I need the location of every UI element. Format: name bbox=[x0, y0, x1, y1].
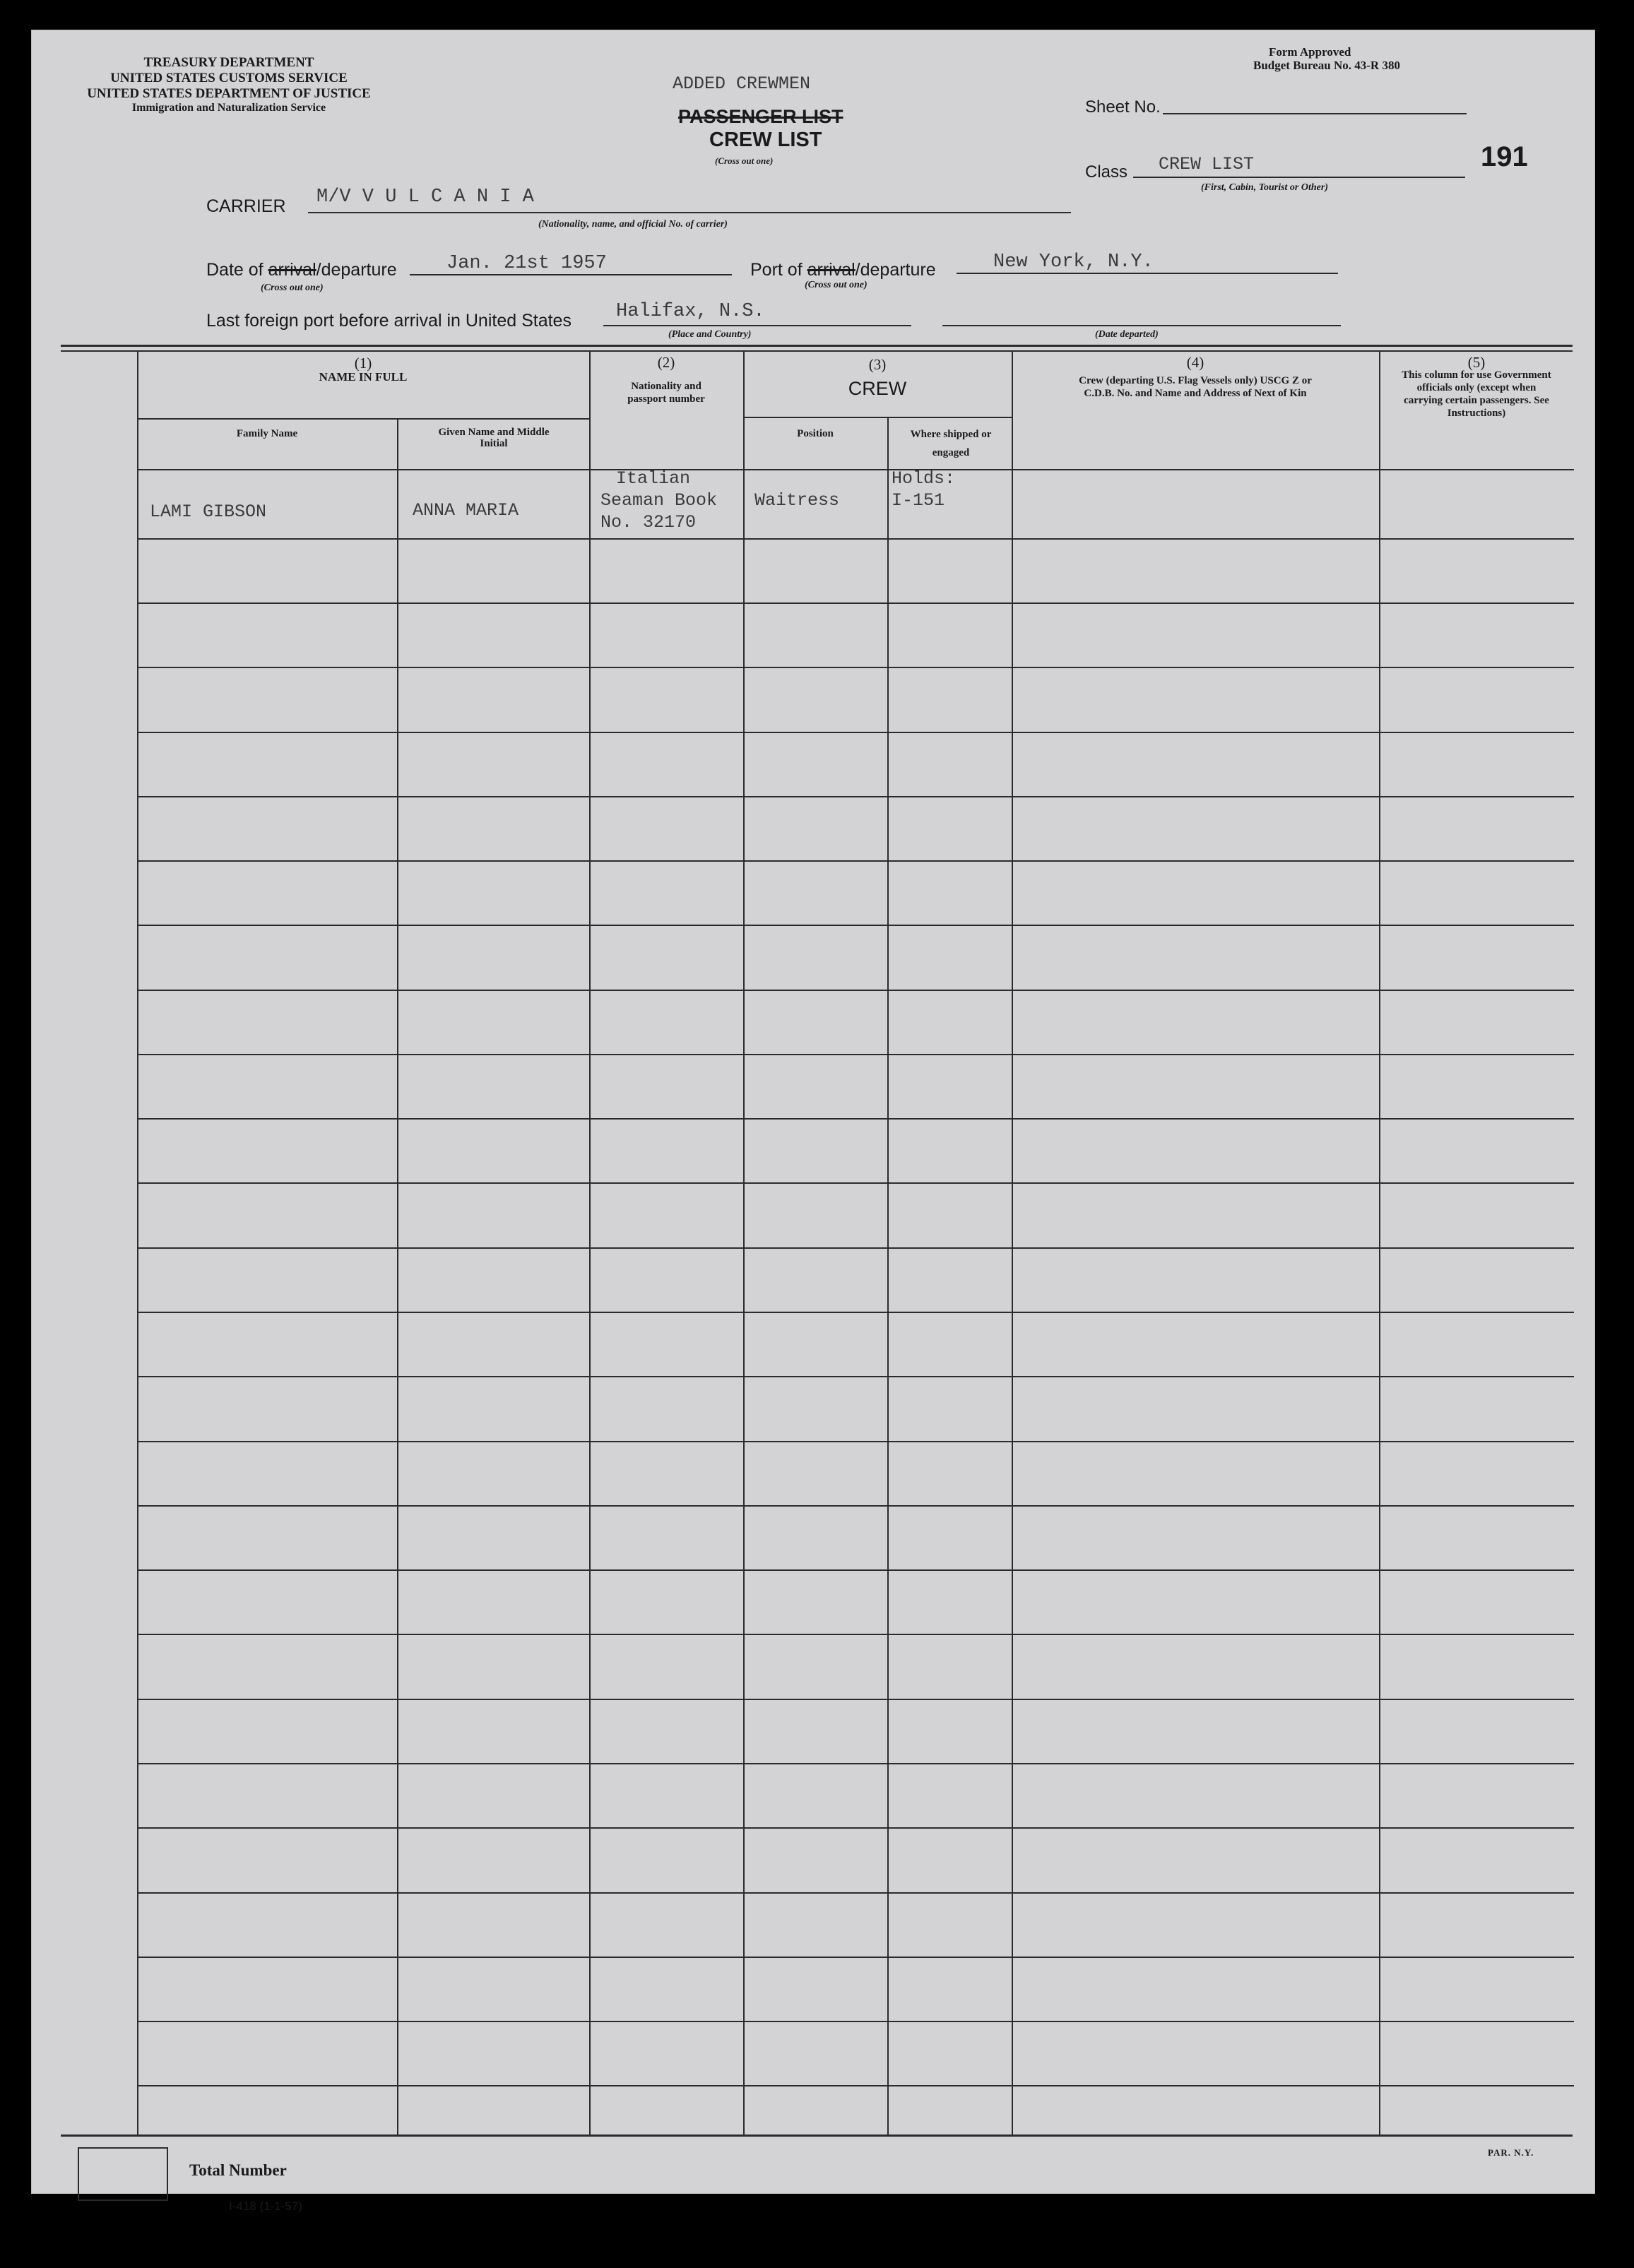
row-rule bbox=[137, 1569, 1574, 1571]
col5-title: This column for use Government officials only (except when carrying certain passengers. See Instructions) bbox=[1402, 369, 1551, 419]
last-port-line bbox=[603, 325, 911, 326]
col-line-2 bbox=[589, 352, 591, 2136]
form-approved-line-2: Budget Bureau No. 43-R 380 bbox=[1253, 59, 1400, 72]
row-rule bbox=[137, 1634, 1574, 1635]
class-line bbox=[1133, 177, 1465, 178]
row-rule bbox=[137, 1247, 1574, 1249]
crew-list-title: CREW LIST bbox=[709, 129, 822, 151]
form-approved bbox=[1253, 45, 1400, 72]
name-subheader-rule bbox=[137, 418, 589, 420]
date-label: Date of arrival/departure bbox=[206, 260, 397, 280]
agency-header bbox=[31, 55, 427, 114]
row-rule bbox=[137, 796, 1574, 797]
row-rule bbox=[137, 1505, 1574, 1507]
form-number: I-418 (1-1-57) bbox=[229, 2199, 302, 2213]
col5-header bbox=[1379, 356, 1574, 420]
class-value: CREW LIST bbox=[1159, 154, 1255, 174]
row-rule bbox=[137, 1892, 1574, 1894]
col-line-4 bbox=[887, 418, 889, 2136]
nationality-line-3: No. 32170 bbox=[600, 512, 697, 533]
col3a-header: Position bbox=[797, 428, 834, 439]
col1-title: NAME IN FULL bbox=[319, 370, 408, 384]
date-value: Jan. 21st 1957 bbox=[446, 253, 607, 274]
nationality-line-1: Italian bbox=[616, 468, 691, 489]
row-rule bbox=[137, 1118, 1574, 1120]
agency-line-2: UNITED STATES CUSTOMS SERVICE bbox=[110, 71, 348, 85]
given-name-cell: ANNA MARIA bbox=[413, 500, 519, 521]
row-rule bbox=[137, 860, 1574, 862]
row-rule bbox=[137, 1699, 1574, 1700]
row-rule bbox=[137, 925, 1574, 926]
port-value: New York, N.Y. bbox=[993, 251, 1154, 273]
shipped-cell bbox=[892, 468, 955, 511]
col4-header bbox=[1012, 356, 1379, 400]
nationality-cell bbox=[600, 468, 717, 533]
carrier-line bbox=[308, 212, 1071, 213]
row-rule bbox=[137, 2085, 1574, 2086]
col2-header bbox=[589, 356, 743, 405]
col-line-6 bbox=[1379, 352, 1380, 2136]
form-sheet bbox=[31, 30, 1595, 2213]
family-name-cell: LAMI GIBSON bbox=[150, 501, 267, 522]
shipped-line-2: I-151 bbox=[892, 490, 945, 511]
col4-title: Crew (departing U.S. Flag Vessels only) USCG Z or C.D.B. No. and Name and Address of Next of Kin bbox=[1079, 375, 1312, 399]
row-rule bbox=[137, 1957, 1574, 1958]
col2-number: (2) bbox=[657, 354, 675, 371]
row-rule bbox=[137, 1763, 1574, 1764]
table-bottom-rule bbox=[61, 2135, 1573, 2137]
row-rule bbox=[137, 990, 1574, 991]
agency-line-4: Immigration and Naturalization Service bbox=[131, 102, 326, 114]
sheet-no-label: Sheet No. bbox=[1085, 97, 1161, 117]
col-line-0 bbox=[137, 352, 138, 2136]
row-rule bbox=[137, 1182, 1574, 1184]
crew-subheader-rule bbox=[743, 417, 1012, 418]
row-rule bbox=[137, 538, 1574, 540]
date-note: (Cross out one) bbox=[261, 283, 324, 293]
row-rule bbox=[137, 1376, 1574, 1377]
col2-title: Nationality and passport number bbox=[627, 381, 705, 405]
row-rule bbox=[137, 1054, 1574, 1055]
col1b-header: Given Name and Middle Initial bbox=[438, 427, 550, 449]
table-top-rule-2 bbox=[61, 350, 1573, 352]
nationality-line-2: Seaman Book bbox=[600, 490, 718, 511]
port-label: Port of arrival/departure bbox=[750, 260, 936, 280]
added-crewmen-text: ADDED CREWMEN bbox=[673, 73, 811, 94]
row-rule bbox=[137, 667, 1574, 668]
row-rule bbox=[137, 602, 1574, 604]
carrier-label: CARRIER bbox=[206, 196, 286, 216]
passenger-list-title: PASSENGER LIST bbox=[678, 106, 843, 127]
col1-number: (1) bbox=[354, 355, 372, 372]
position-cell: Waitress bbox=[754, 490, 840, 511]
col3-header bbox=[743, 356, 1012, 400]
col4-number: (4) bbox=[1186, 354, 1204, 371]
col3-number: (3) bbox=[868, 356, 887, 373]
col3-title: CREW bbox=[848, 378, 907, 399]
row-rule bbox=[137, 1827, 1574, 1829]
port-note: (Cross out one) bbox=[805, 280, 868, 290]
total-number-box bbox=[78, 2147, 168, 2201]
last-port-label: Last foreign port before arrival in United States bbox=[206, 311, 572, 331]
row-rule bbox=[137, 1441, 1574, 1442]
row-rule bbox=[137, 2021, 1574, 2022]
col3b-header: Where shipped or engaged bbox=[910, 429, 992, 458]
col1a-header: Family Name bbox=[236, 428, 298, 439]
class-note: (First, Cabin, Tourist or Other) bbox=[1201, 182, 1328, 193]
title-cross-note: (Cross out one) bbox=[715, 155, 774, 166]
row-rule bbox=[137, 1312, 1574, 1313]
row-rule bbox=[137, 732, 1574, 733]
sheet-no-line bbox=[1163, 113, 1467, 114]
col5-number: (5) bbox=[1467, 354, 1486, 371]
date-departed-note: (Date departed) bbox=[1095, 329, 1159, 340]
last-port-note: (Place and Country) bbox=[668, 329, 752, 340]
col1-header bbox=[137, 356, 589, 384]
form-approved-line-1: Form Approved bbox=[1269, 45, 1351, 59]
agency-line-3: UNITED STATES DEPARTMENT OF JUSTICE bbox=[87, 86, 371, 101]
shipped-line-1: Holds: bbox=[892, 468, 956, 489]
date-departed-line bbox=[942, 325, 1341, 326]
class-label: Class bbox=[1085, 162, 1128, 182]
carrier-note: (Nationality, name, and official No. of carrier) bbox=[538, 219, 728, 230]
printer-mark: PAR. N.Y. bbox=[1488, 2147, 1534, 2158]
table-top-rule bbox=[61, 345, 1573, 347]
sheet-stamp-number: 191 bbox=[1481, 141, 1528, 172]
agency-line-1: TREASURY DEPARTMENT bbox=[143, 55, 314, 70]
port-line bbox=[957, 273, 1338, 274]
col-line-3 bbox=[743, 352, 745, 2136]
header-bottom-rule bbox=[137, 469, 1574, 470]
last-port-value: Halifax, N.S. bbox=[616, 301, 765, 322]
col-line-1 bbox=[397, 420, 398, 2136]
total-number-label: Total Number bbox=[189, 2161, 287, 2179]
date-line bbox=[410, 274, 732, 275]
carrier-value: M/V V U L C A N I A bbox=[316, 186, 534, 208]
col-line-5 bbox=[1012, 352, 1013, 2136]
